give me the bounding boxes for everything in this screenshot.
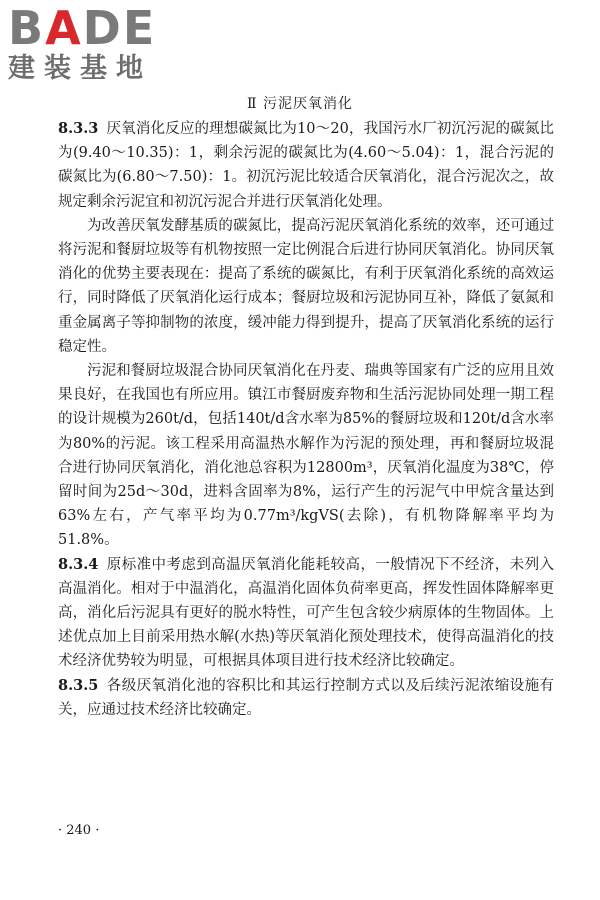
clause-8-3-3-para-3: 污泥和餐厨垃圾混合协同厌氧消化在丹麦、瑞典等国家有广泛的应用且效果良好，在我国也有所应用。镇江市餐厨废弃物和生活污泥协同处理一期工程的设计规模为260t/d，包括140t/d含水率为85%的餐厨垃圾和120t/d含水率为80%的污泥。该工程采用高温热水解作为污泥的预处理，再和餐厨垃圾混合进行协同厌氧消化，消化池总容积为12800m³，厌氧消化温度为38℃，停留时间为25d～30d，进料含固率为8%，运行产生的污泥气中甲烷含量达到63%左右，产气率平均为0.77m³/kgVS(去除)，有机物降解率平均为51.8%。	[58, 363, 554, 549]
clause-8-3-5-para-1: 8.3.5 各级厌氧消化池的容积比和其运行控制方式以及后续污泥浓缩设施有关，应通过技术经济比较确定。	[58, 676, 554, 718]
clause-8-3-3-para-2: 为改善厌氧发酵基质的碳氮比，提高污泥厌氧消化系统的效率，还可通过将污泥和餐厨垃圾等有机物按照一定比例混合后进行协同厌氧消化。协同厌氧消化的优势主要表现在：提高了系统的碳氮比，有利于厌氧消化系统的高效运行，同时降低了厌氧消化运行成本；餐厨垃圾和污泥协同互补，降低了氨氮和重金属离子等抑制物的浓度，缓冲能力得到提升，提高了厌氧消化系统的运行稳定性。	[58, 217, 554, 355]
clause-8-3-4-para-1: 8.3.4 原标准中考虑到高温厌氧消化能耗较高，一般情况下不经济，未列入高温消化。相对于中温消化，高温消化固体负荷率更高，挥发性固体降解率更高，消化后污泥具有更好的脱水特性，可产生包含较少病原体的生物固体。上述优点加上目前采用热水解(水热)等厌氧消化预处理技术，使得高温消化的技术经济优势较为明显，可根据具体项目进行技术经济比较确定。	[58, 555, 554, 670]
clause-8-3-3-para-1: 8.3.3 厌氧消化反应的理想碳氮比为10～20，我国污水厂初沉污泥的碳氮比为(9.40～10.35)：1，剩余污泥的碳氮比为(4.60～5.04)：1，混合污泥的碳氮比为(6.80～7.50)：1。初沉污泥比较适合厌氧消化，混合污泥次之，故规定剩余污泥宜和初沉污泥合并进行厌氧消化处理。	[58, 120, 554, 210]
clause-number: 8.3.4	[58, 555, 99, 573]
clause-number: 8.3.3	[58, 120, 99, 137]
logo-accent-letter: A	[45, 1, 83, 55]
document-body	[58, 117, 554, 722]
logo-wordmark: BADE	[8, 1, 157, 55]
logo-chinese-text: 建装基地	[8, 53, 152, 84]
clause-number: 8.3.5	[58, 676, 99, 694]
page-number: · 240 ·	[58, 823, 100, 838]
section-heading: Ⅱ 污泥厌氧消化	[247, 96, 353, 112]
bade-logo	[8, 1, 183, 92]
